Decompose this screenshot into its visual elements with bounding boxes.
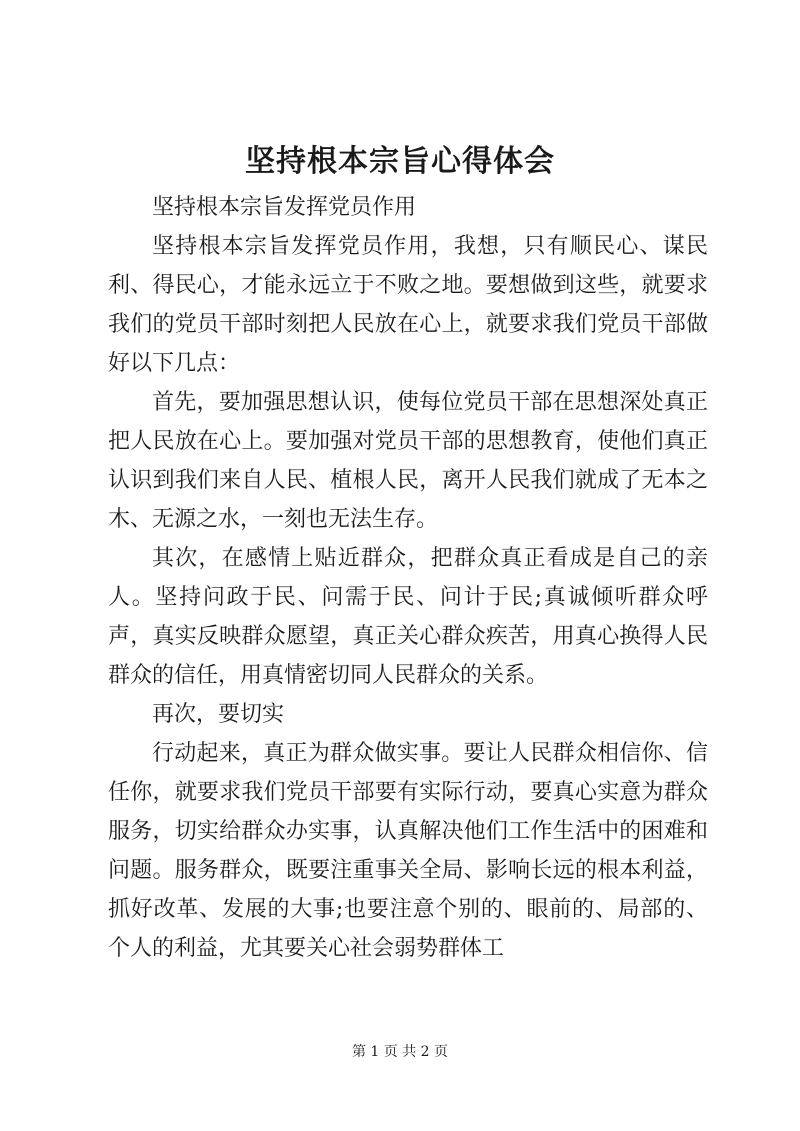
document-title: 坚持根本宗旨心得体会 <box>245 144 555 179</box>
paragraph-intro: 坚持根本宗旨发挥党员作用，我想，只有顺民心、谋民利、得民心，才能永远立于不败之地。要想做到这些，就要求我们的党员干部时刻把人民放在心上，就要求我们党员干部做好以下几点： <box>108 234 708 376</box>
page-footer: 第 1 页 共 2 页 <box>351 1044 449 1060</box>
paragraph-third-start: 再次，要切实 <box>152 702 285 727</box>
paragraph-third-body: 行动起来，真正为群众做实事。要让人民群众相信你、信任你，就要求我们党员干部要有实际行动，要真心实意为群众服务，切实给群众办实事，认真解决他们工作生活中的困难和问题。服务群众，既要注重事关全局、影响长远的根本利益，抓好改革、发展的大事;也要注意个别的、眼前的、局部的、个人的利益，尤其要关心社会弱势群体工 <box>108 741 708 961</box>
paragraph-second: 其次，在感情上贴近群众，把群众真正看成是自己的亲人。坚持问政于民、问需于民、问计于民;真诚倾听群众呼声，真实反映群众愿望，真正关心群众疾苦，用真心换得人民群众的信任，用真情密切同人民群众的关系。 <box>108 546 708 688</box>
paragraph-first: 首先，要加强思想认识，使每位党员干部在思想深处真正把人民放在心上。要加强对党员干部的思想教育，使他们真正认识到我们来自人民、植根人民，离开人民我们就成了无本之木、无源之水，一刻也无法生存。 <box>108 390 708 532</box>
document-body <box>108 188 708 968</box>
paragraph-subtitle: 坚持根本宗旨发挥党员作用 <box>152 195 417 220</box>
